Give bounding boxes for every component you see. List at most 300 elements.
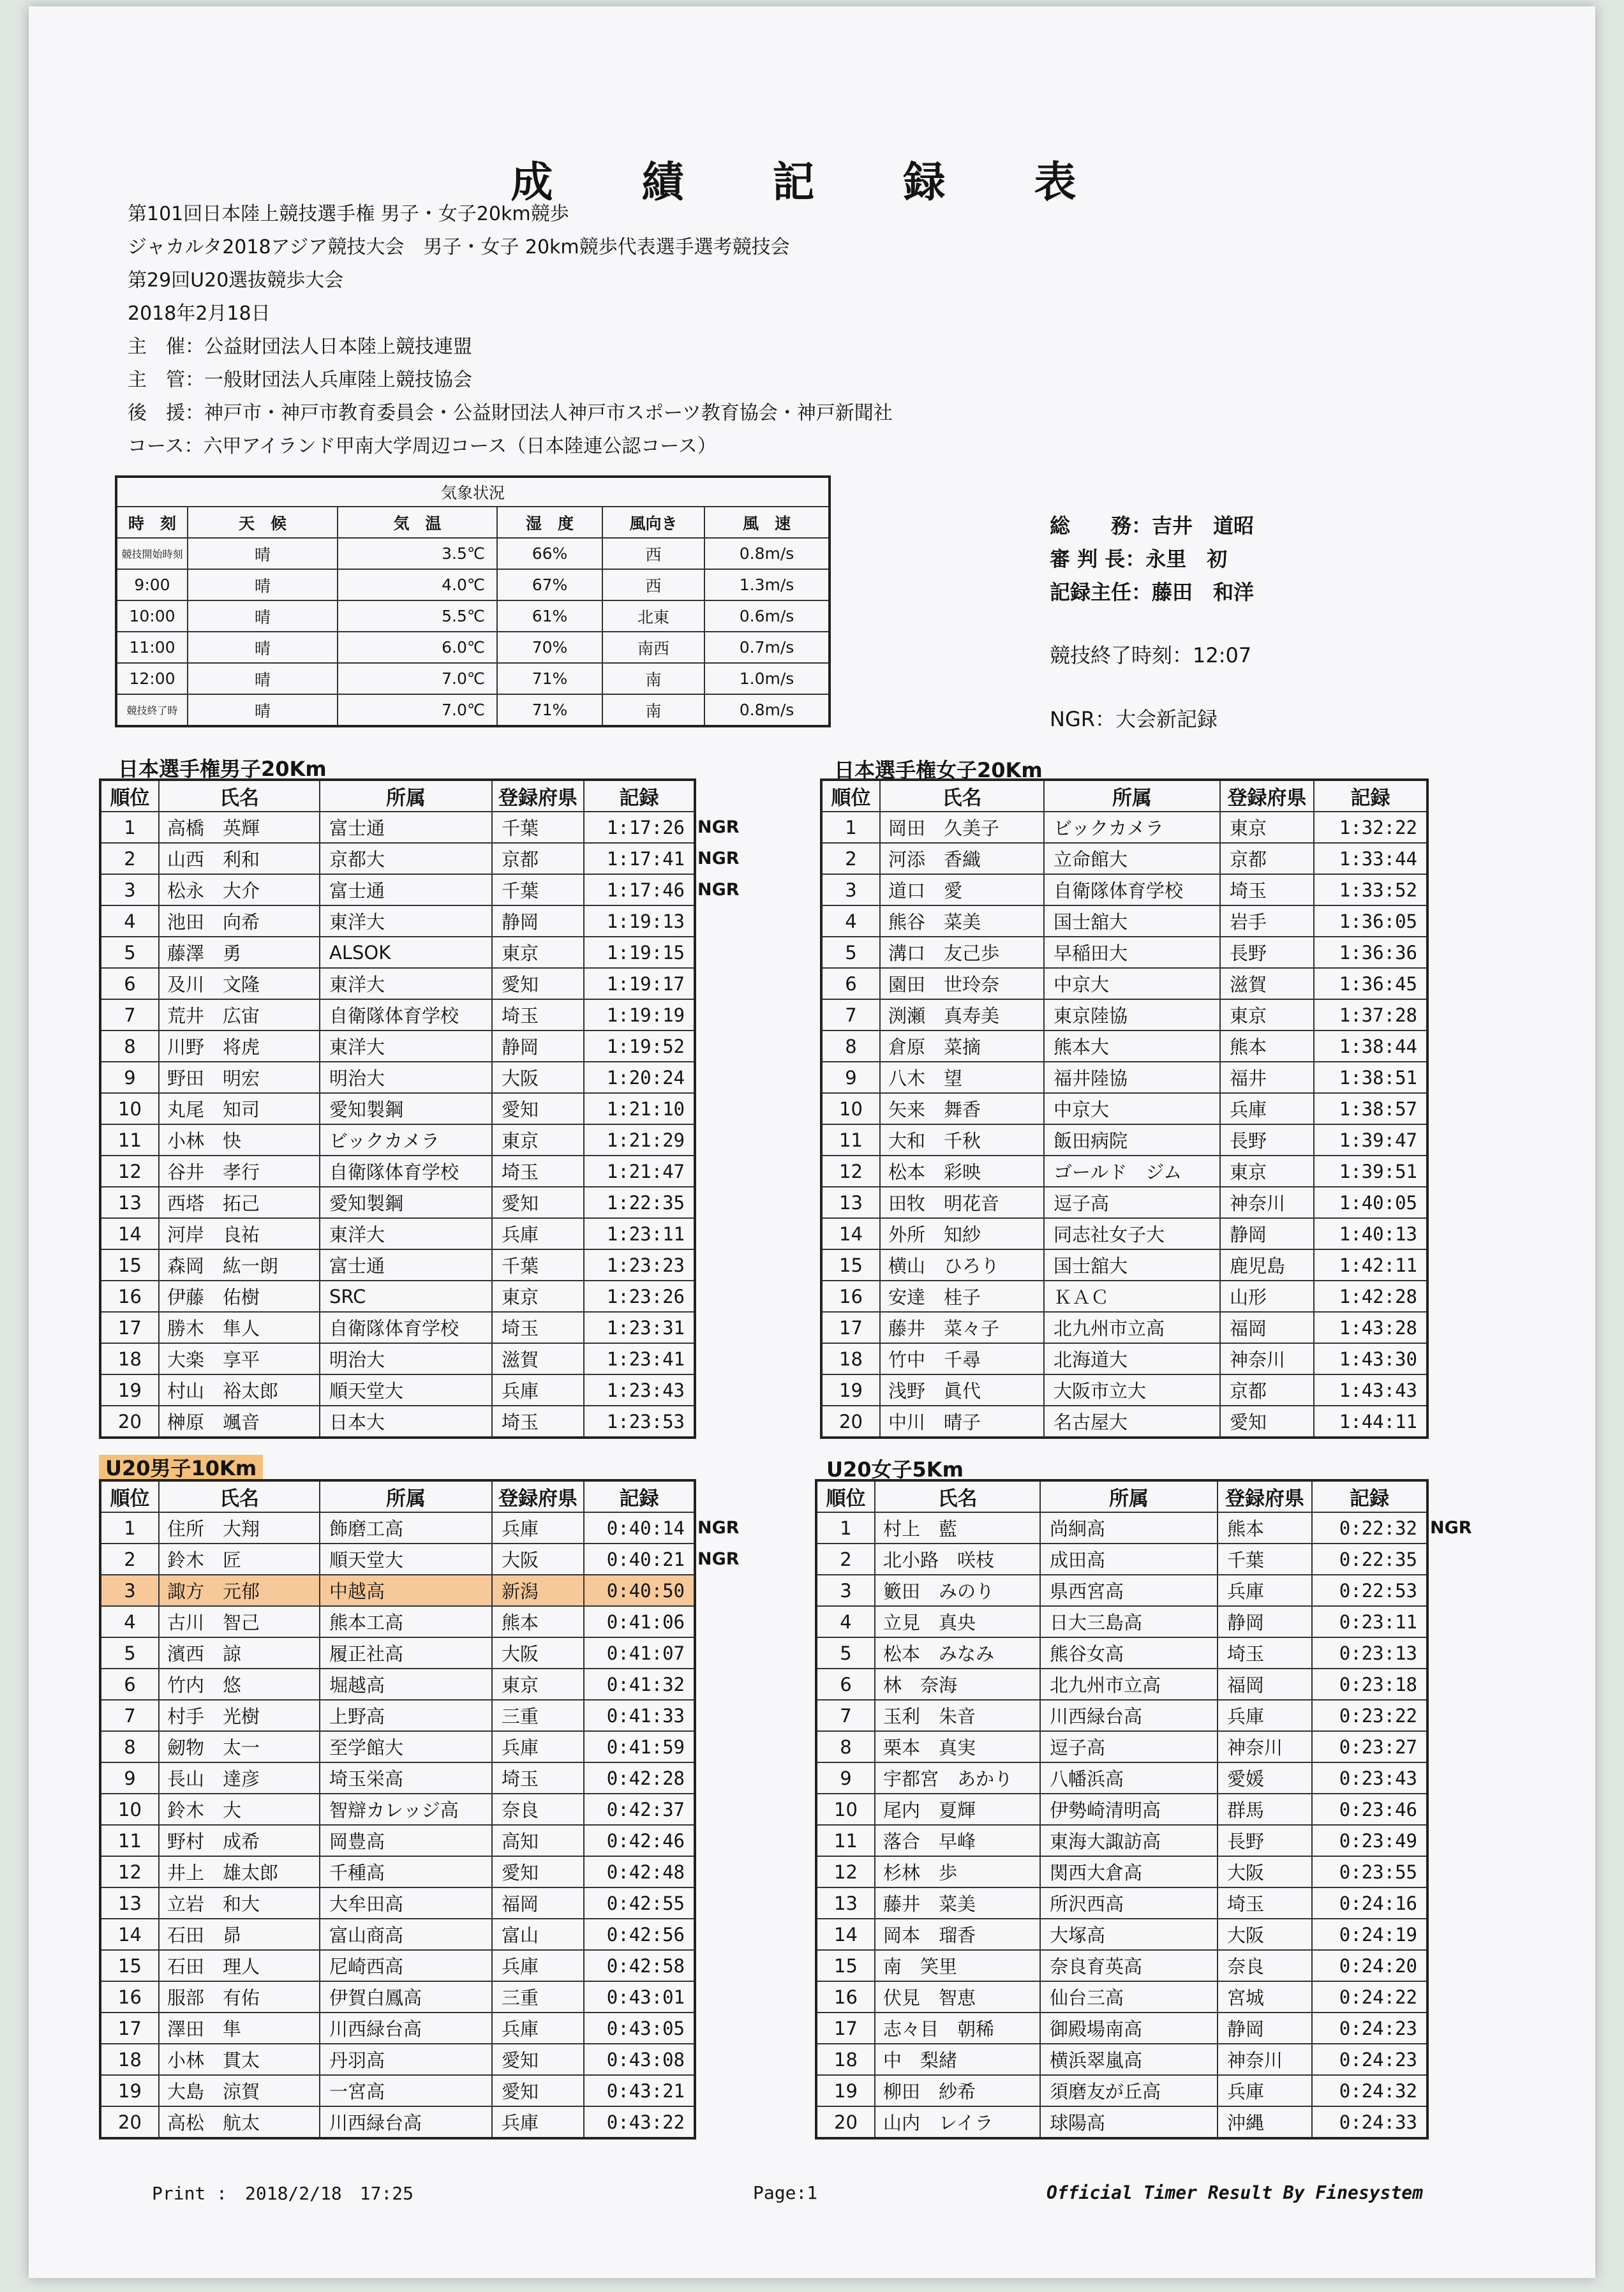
time-cell: 0:42:58 bbox=[584, 1950, 695, 1981]
affiliation-cell: SRC bbox=[320, 1281, 492, 1312]
prefecture-cell: 長野 bbox=[1218, 1825, 1312, 1856]
weather-speed: 0.7m/s bbox=[704, 632, 830, 663]
affiliation-cell: 大牟田高 bbox=[320, 1887, 492, 1919]
table-row bbox=[821, 905, 1427, 937]
weather-time: 10:00 bbox=[116, 600, 188, 632]
table-row bbox=[821, 1124, 1427, 1156]
prefecture-cell: 千葉 bbox=[1218, 1544, 1312, 1575]
affiliation-cell: 明治大 bbox=[320, 1343, 492, 1374]
time-cell: 0:40:50 bbox=[584, 1575, 695, 1606]
table-row bbox=[100, 1187, 695, 1218]
time-cell: 0:24:23 bbox=[1312, 2013, 1427, 2044]
ngr-mark: NGR bbox=[697, 1549, 740, 1569]
organizer-line: 主 催：公益財団法人日本陸上競技連盟 bbox=[128, 336, 472, 358]
prefecture-cell: 兵庫 bbox=[1218, 1700, 1312, 1731]
affiliation-cell: 県西宮高 bbox=[1040, 1575, 1218, 1606]
affiliation-cell: 立命館大 bbox=[1044, 843, 1220, 874]
weather-row bbox=[116, 694, 830, 726]
prefecture-cell: 愛知 bbox=[1220, 1406, 1314, 1438]
time-cell: 0:23:18 bbox=[1312, 1669, 1427, 1700]
prefecture-cell: 愛知 bbox=[492, 1856, 584, 1887]
name-cell: 伏見 智恵 bbox=[875, 1981, 1040, 2013]
weather-caption: 気象状況 bbox=[116, 477, 830, 507]
prefecture-cell: 愛知 bbox=[492, 2044, 584, 2075]
table-row bbox=[100, 1794, 695, 1825]
time-cell: 0:23:13 bbox=[1312, 1637, 1427, 1669]
table-row bbox=[100, 874, 695, 905]
weather-cond: 晴 bbox=[188, 538, 338, 569]
prefecture-cell: 愛知 bbox=[492, 1093, 584, 1124]
time-cell: 1:23:31 bbox=[584, 1312, 695, 1343]
prefecture-cell: 長野 bbox=[1220, 1124, 1314, 1156]
rank-cell: 10 bbox=[100, 1794, 159, 1825]
name-cell: 松本 みなみ bbox=[875, 1637, 1040, 1669]
time-cell: 1:43:30 bbox=[1314, 1343, 1427, 1374]
name-cell: 横山 ひろり bbox=[880, 1249, 1044, 1281]
u20men-table bbox=[99, 1479, 696, 2139]
time-cell: 1:23:11 bbox=[584, 1218, 695, 1249]
time-cell: 0:24:32 bbox=[1312, 2075, 1427, 2106]
table-row bbox=[816, 2013, 1427, 2044]
table-row bbox=[100, 1031, 695, 1062]
men20-table bbox=[99, 778, 696, 1439]
name-cell: 柳田 紗希 bbox=[875, 2075, 1040, 2106]
prefecture-cell: 兵庫 bbox=[492, 2013, 584, 2044]
name-cell: 山西 利和 bbox=[159, 843, 320, 874]
time-cell: 1:17:26 bbox=[584, 812, 695, 843]
prefecture-cell: 熊本 bbox=[492, 1606, 584, 1637]
rank-cell: 10 bbox=[100, 1093, 159, 1124]
prefecture-cell: 大阪 bbox=[492, 1637, 584, 1669]
prefecture-cell: 神奈川 bbox=[1218, 2044, 1312, 2075]
affiliation-cell: 川西緑台高 bbox=[320, 2013, 492, 2044]
time-cell: 1:19:13 bbox=[584, 905, 695, 937]
weather-dir: 南 bbox=[602, 694, 704, 726]
table-header-row bbox=[100, 1480, 695, 1512]
table-row bbox=[100, 1700, 695, 1731]
prefecture-cell: 東京 bbox=[492, 1281, 584, 1312]
rank-cell: 19 bbox=[100, 1374, 159, 1406]
column-header: 記録 bbox=[584, 1480, 695, 1512]
prefecture-cell: 滋賀 bbox=[492, 1343, 584, 1374]
prefecture-cell: 千葉 bbox=[492, 1249, 584, 1281]
table-row bbox=[816, 1981, 1427, 2013]
name-cell: 池田 向希 bbox=[159, 905, 320, 937]
time-cell: 1:33:44 bbox=[1314, 843, 1427, 874]
table-row bbox=[100, 2013, 695, 2044]
name-cell: 藤井 菜々子 bbox=[880, 1312, 1044, 1343]
rank-cell: 20 bbox=[100, 1406, 159, 1438]
prefecture-cell: 兵庫 bbox=[1218, 1575, 1312, 1606]
table-row bbox=[100, 843, 695, 874]
affiliation-cell: 愛知製鋼 bbox=[320, 1093, 492, 1124]
table-row bbox=[816, 2075, 1427, 2106]
prefecture-cell: 静岡 bbox=[492, 905, 584, 937]
affiliation-cell: 八幡浜高 bbox=[1040, 1762, 1218, 1794]
affiliation-cell: 丹羽高 bbox=[320, 2044, 492, 2075]
rank-cell: 3 bbox=[816, 1575, 875, 1606]
table-row bbox=[100, 1919, 695, 1950]
name-cell: 丸尾 知司 bbox=[159, 1093, 320, 1124]
rank-cell: 18 bbox=[821, 1343, 880, 1374]
time-cell: 1:23:26 bbox=[584, 1281, 695, 1312]
time-cell: 1:39:51 bbox=[1314, 1156, 1427, 1187]
prefecture-cell: 東京 bbox=[492, 1124, 584, 1156]
time-cell: 0:42:55 bbox=[584, 1887, 695, 1919]
name-cell: 榊原 颯音 bbox=[159, 1406, 320, 1438]
affiliation-cell: 明治大 bbox=[320, 1062, 492, 1093]
table-row bbox=[100, 1124, 695, 1156]
affiliation-cell: 富士通 bbox=[320, 874, 492, 905]
weather-table bbox=[115, 475, 831, 727]
rank-cell: 7 bbox=[816, 1700, 875, 1731]
table-row bbox=[100, 1762, 695, 1794]
table-row bbox=[821, 968, 1427, 999]
rank-cell: 20 bbox=[816, 2106, 875, 2138]
table-header-row bbox=[100, 780, 695, 812]
column-header: 所属 bbox=[320, 1480, 492, 1512]
affiliation-cell: 国士舘大 bbox=[1044, 1249, 1220, 1281]
name-cell: 南 笑里 bbox=[875, 1950, 1040, 1981]
prefecture-cell: 宮城 bbox=[1218, 1981, 1312, 2013]
rank-cell: 14 bbox=[100, 1919, 159, 1950]
rank-cell: 5 bbox=[100, 1637, 159, 1669]
name-cell: 玉利 朱音 bbox=[875, 1700, 1040, 1731]
rank-cell: 9 bbox=[100, 1762, 159, 1794]
prefecture-cell: 兵庫 bbox=[492, 1512, 584, 1544]
affiliation-cell: 東洋大 bbox=[320, 905, 492, 937]
table-row bbox=[821, 1218, 1427, 1249]
affiliation-cell: 尚絅高 bbox=[1040, 1512, 1218, 1544]
column-header: 順位 bbox=[816, 1480, 875, 1512]
table-row bbox=[821, 1249, 1427, 1281]
time-cell: 0:23:49 bbox=[1312, 1825, 1427, 1856]
name-cell: 劒物 太一 bbox=[159, 1731, 320, 1762]
event-date: 2018年2月18日 bbox=[128, 302, 271, 325]
table-row bbox=[816, 2044, 1427, 2075]
prefecture-cell: 埼玉 bbox=[492, 999, 584, 1031]
rank-cell: 15 bbox=[821, 1249, 880, 1281]
name-cell: 中川 晴子 bbox=[880, 1406, 1044, 1438]
rank-cell: 12 bbox=[100, 1856, 159, 1887]
affiliation-cell: 埼玉栄高 bbox=[320, 1762, 492, 1794]
prefecture-cell: 大阪 bbox=[492, 1544, 584, 1575]
table-row bbox=[100, 1887, 695, 1919]
prefecture-cell: 東京 bbox=[492, 1669, 584, 1700]
table-row bbox=[821, 1031, 1427, 1062]
prefecture-cell: 千葉 bbox=[492, 812, 584, 843]
column-header: 氏名 bbox=[159, 780, 320, 812]
prefecture-cell: 三重 bbox=[492, 1700, 584, 1731]
table-row bbox=[100, 968, 695, 999]
rank-cell: 15 bbox=[100, 1950, 159, 1981]
time-cell: 0:24:23 bbox=[1312, 2044, 1427, 2075]
name-cell: 竹内 悠 bbox=[159, 1669, 320, 1700]
table-row bbox=[100, 1825, 695, 1856]
affiliation-cell: 順天堂大 bbox=[320, 1374, 492, 1406]
prefecture-cell: 京都 bbox=[1220, 843, 1314, 874]
time-cell: 1:37:28 bbox=[1314, 999, 1427, 1031]
rank-cell: 9 bbox=[100, 1062, 159, 1093]
weather-time: 9:00 bbox=[116, 569, 188, 600]
men20-title: 日本選手権男子20Km bbox=[118, 757, 327, 781]
time-cell: 1:38:51 bbox=[1314, 1062, 1427, 1093]
weather-time: 11:00 bbox=[116, 632, 188, 663]
weather-row bbox=[116, 600, 830, 632]
name-cell: 落合 早峰 bbox=[875, 1825, 1040, 1856]
name-cell: 野村 成希 bbox=[159, 1825, 320, 1856]
table-row bbox=[821, 1062, 1427, 1093]
time-cell: 1:23:41 bbox=[584, 1343, 695, 1374]
table-row bbox=[821, 1406, 1427, 1438]
weather-dir: 南 bbox=[602, 663, 704, 694]
affiliation-cell: 伊勢崎清明高 bbox=[1040, 1794, 1218, 1825]
table-row bbox=[100, 2106, 695, 2138]
table-header-row bbox=[821, 780, 1427, 812]
prefecture-cell: 三重 bbox=[492, 1981, 584, 2013]
time-cell: 1:42:28 bbox=[1314, 1281, 1427, 1312]
affiliation-cell: ＫＡＣ bbox=[1044, 1281, 1220, 1312]
u20women-table bbox=[815, 1479, 1429, 2139]
prefecture-cell: 福井 bbox=[1220, 1062, 1314, 1093]
time-cell: 0:24:22 bbox=[1312, 1981, 1427, 2013]
weather-cond: 晴 bbox=[188, 632, 338, 663]
prefecture-cell: 大阪 bbox=[492, 1062, 584, 1093]
name-cell: 竹中 千尋 bbox=[880, 1343, 1044, 1374]
time-cell: 1:33:52 bbox=[1314, 874, 1427, 905]
weather-row bbox=[116, 663, 830, 694]
table-row bbox=[816, 1762, 1427, 1794]
time-cell: 0:42:37 bbox=[584, 1794, 695, 1825]
table-row bbox=[816, 1700, 1427, 1731]
rank-cell: 13 bbox=[816, 1887, 875, 1919]
table-row bbox=[821, 999, 1427, 1031]
rank-cell: 11 bbox=[100, 1124, 159, 1156]
prefecture-cell: 埼玉 bbox=[492, 1762, 584, 1794]
name-cell: 藤澤 勇 bbox=[159, 937, 320, 968]
rank-cell: 11 bbox=[100, 1825, 159, 1856]
affiliation-cell: 大阪市立大 bbox=[1044, 1374, 1220, 1406]
table-row bbox=[100, 1606, 695, 1637]
page-title: 成 績 記 録 表 bbox=[510, 158, 1114, 207]
name-cell: 谷井 孝行 bbox=[159, 1156, 320, 1187]
rank-cell: 2 bbox=[100, 843, 159, 874]
course-line: コース：六甲アイランド甲南大学周辺コース（日本陸連公認コース） bbox=[128, 435, 717, 458]
name-cell: 溝口 友己歩 bbox=[880, 937, 1044, 968]
prefecture-cell: 岩手 bbox=[1220, 905, 1314, 937]
prefecture-cell: 富山 bbox=[492, 1919, 584, 1950]
time-cell: 0:42:56 bbox=[584, 1919, 695, 1950]
weather-time: 12:00 bbox=[116, 663, 188, 694]
rank-cell: 18 bbox=[816, 2044, 875, 2075]
rank-cell: 2 bbox=[821, 843, 880, 874]
weather-cond: 晴 bbox=[188, 663, 338, 694]
affiliation-cell: ビックカメラ bbox=[1044, 812, 1220, 843]
column-header: 登録府県 bbox=[492, 1480, 584, 1512]
name-cell: 栗本 真実 bbox=[875, 1731, 1040, 1762]
affiliation-cell: 一宮高 bbox=[320, 2075, 492, 2106]
rank-cell: 6 bbox=[100, 1669, 159, 1700]
rank-cell: 1 bbox=[100, 812, 159, 843]
rank-cell: 16 bbox=[816, 1981, 875, 2013]
time-cell: 1:36:36 bbox=[1314, 937, 1427, 968]
column-header: 記録 bbox=[1312, 1480, 1427, 1512]
rank-cell: 14 bbox=[100, 1218, 159, 1249]
weather-cond: 晴 bbox=[188, 694, 338, 726]
name-cell: 住所 大翔 bbox=[159, 1512, 320, 1544]
column-header: 登録府県 bbox=[492, 780, 584, 812]
prefecture-cell: 東京 bbox=[1220, 999, 1314, 1031]
table-row bbox=[816, 1669, 1427, 1700]
affiliation-cell: 日大三島高 bbox=[1040, 1606, 1218, 1637]
name-cell: 松本 彩映 bbox=[880, 1156, 1044, 1187]
prefecture-cell: 兵庫 bbox=[492, 1218, 584, 1249]
table-row bbox=[816, 2106, 1427, 2138]
name-cell: 大島 涼賀 bbox=[159, 2075, 320, 2106]
table-row bbox=[821, 937, 1427, 968]
name-cell: 熊谷 菜美 bbox=[880, 905, 1044, 937]
name-cell: 松永 大介 bbox=[159, 874, 320, 905]
affiliation-cell: 早稲田大 bbox=[1044, 937, 1220, 968]
time-cell: 1:19:52 bbox=[584, 1031, 695, 1062]
rank-cell: 18 bbox=[100, 2044, 159, 2075]
prefecture-cell: 神奈川 bbox=[1220, 1187, 1314, 1218]
women20-table bbox=[820, 778, 1429, 1439]
table-row bbox=[100, 1281, 695, 1312]
prefecture-cell: 埼玉 bbox=[1220, 874, 1314, 905]
name-cell: 志々目 朝稀 bbox=[875, 2013, 1040, 2044]
prefecture-cell: 東京 bbox=[1220, 1156, 1314, 1187]
affiliation-cell: 尼崎西高 bbox=[320, 1950, 492, 1981]
affiliation-cell: 堀越高 bbox=[320, 1669, 492, 1700]
time-cell: 0:42:46 bbox=[584, 1825, 695, 1856]
rank-cell: 2 bbox=[100, 1544, 159, 1575]
rank-cell: 7 bbox=[821, 999, 880, 1031]
affiliation-cell: 飾磨工高 bbox=[320, 1512, 492, 1544]
time-cell: 0:43:08 bbox=[584, 2044, 695, 2075]
affiliation-cell: 北九州市立高 bbox=[1040, 1669, 1218, 1700]
ngr-mark: NGR bbox=[697, 880, 740, 900]
prefecture-cell: 鹿児島 bbox=[1220, 1249, 1314, 1281]
rank-cell: 12 bbox=[816, 1856, 875, 1887]
rank-cell: 15 bbox=[100, 1249, 159, 1281]
weather-temp: 7.0℃ bbox=[338, 694, 497, 726]
affiliation-cell: 所沢西高 bbox=[1040, 1887, 1218, 1919]
prefecture-cell: 愛知 bbox=[492, 968, 584, 999]
rank-cell: 20 bbox=[821, 1406, 880, 1438]
prefecture-cell: 愛知 bbox=[492, 1187, 584, 1218]
rank-cell: 4 bbox=[100, 1606, 159, 1637]
weather-speed: 0.8m/s bbox=[704, 694, 830, 726]
table-row bbox=[816, 1637, 1427, 1669]
time-cell: 0:23:27 bbox=[1312, 1731, 1427, 1762]
prefecture-cell: 神奈川 bbox=[1220, 1343, 1314, 1374]
weather-time: 競技開始時刻 bbox=[116, 538, 188, 569]
weather-temp: 4.0℃ bbox=[338, 569, 497, 600]
rank-cell: 15 bbox=[816, 1950, 875, 1981]
time-cell: 1:19:17 bbox=[584, 968, 695, 999]
ngr-mark: NGR bbox=[1430, 1518, 1472, 1538]
name-cell: 田牧 明花音 bbox=[880, 1187, 1044, 1218]
rank-cell: 9 bbox=[821, 1062, 880, 1093]
rank-cell: 7 bbox=[100, 1700, 159, 1731]
affiliation-cell: 中越高 bbox=[320, 1575, 492, 1606]
name-cell: 北小路 咲枝 bbox=[875, 1544, 1040, 1575]
ngr-note: NGR：大会新記録 bbox=[1050, 707, 1218, 731]
weather-cond: 晴 bbox=[188, 600, 338, 632]
prefecture-cell: 福岡 bbox=[492, 1887, 584, 1919]
prefecture-cell: 兵庫 bbox=[1220, 1093, 1314, 1124]
event-u20-line: 第29回U20選抜競歩大会 bbox=[128, 269, 344, 292]
affiliation-cell: ビックカメラ bbox=[320, 1124, 492, 1156]
weather-temp: 3.5℃ bbox=[338, 538, 497, 569]
name-cell: 伊藤 佑樹 bbox=[159, 1281, 320, 1312]
name-cell: 勝木 隼人 bbox=[159, 1312, 320, 1343]
prefecture-cell: 福岡 bbox=[1218, 1669, 1312, 1700]
sponsor-line: 後 援：神戸市・神戸市教育委員会・公益財団法人神戸市スポーツ教育協会・神戸新聞社 bbox=[128, 402, 893, 424]
time-cell: 0:42:28 bbox=[584, 1762, 695, 1794]
affiliation-cell: 愛知製鋼 bbox=[320, 1187, 492, 1218]
name-cell: 山内 レイラ bbox=[875, 2106, 1040, 2138]
weather-row bbox=[116, 632, 830, 663]
time-cell: 1:19:15 bbox=[584, 937, 695, 968]
name-cell: 尾内 夏輝 bbox=[875, 1794, 1040, 1825]
affiliation-cell: 自衛隊体育学校 bbox=[320, 1312, 492, 1343]
prefecture-cell: 山形 bbox=[1220, 1281, 1314, 1312]
prefecture-cell: 静岡 bbox=[492, 1031, 584, 1062]
name-cell: 籔田 みのり bbox=[875, 1575, 1040, 1606]
weather-row bbox=[116, 569, 830, 600]
table-row bbox=[816, 1919, 1427, 1950]
weather-cond: 晴 bbox=[188, 569, 338, 600]
prefecture-cell: 兵庫 bbox=[492, 1731, 584, 1762]
column-header: 氏名 bbox=[159, 1480, 320, 1512]
time-cell: 1:23:53 bbox=[584, 1406, 695, 1438]
affiliation-cell: 川西緑台高 bbox=[1040, 1700, 1218, 1731]
name-cell: 立岩 和大 bbox=[159, 1887, 320, 1919]
u20women-title: U20女子5Km bbox=[826, 1457, 964, 1482]
name-cell: 立見 真央 bbox=[875, 1606, 1040, 1637]
name-cell: 渕瀬 真寿美 bbox=[880, 999, 1044, 1031]
time-cell: 0:43:01 bbox=[584, 1981, 695, 2013]
affiliation-cell: 富士通 bbox=[320, 812, 492, 843]
rank-cell: 6 bbox=[100, 968, 159, 999]
rank-cell: 18 bbox=[100, 1343, 159, 1374]
name-cell: 鈴木 匠 bbox=[159, 1544, 320, 1575]
table-row bbox=[100, 1544, 695, 1575]
table-row bbox=[821, 1093, 1427, 1124]
rank-cell: 12 bbox=[821, 1156, 880, 1187]
name-cell: 森岡 紘一朗 bbox=[159, 1249, 320, 1281]
time-cell: 0:22:35 bbox=[1312, 1544, 1427, 1575]
prefecture-cell: 熊本 bbox=[1218, 1512, 1312, 1544]
name-cell: 河添 香織 bbox=[880, 843, 1044, 874]
weather-temp: 6.0℃ bbox=[338, 632, 497, 663]
rank-cell: 11 bbox=[816, 1825, 875, 1856]
table-row bbox=[100, 1312, 695, 1343]
name-cell: 荒井 広宙 bbox=[159, 999, 320, 1031]
women20-title: 日本選手権女子20Km bbox=[834, 758, 1043, 782]
affiliation-cell: 千種高 bbox=[320, 1856, 492, 1887]
time-cell: 1:22:35 bbox=[584, 1187, 695, 1218]
prefecture-cell: 新潟 bbox=[492, 1575, 584, 1606]
prefecture-cell: 埼玉 bbox=[492, 1156, 584, 1187]
weather-hum: 66% bbox=[497, 538, 602, 569]
table-row bbox=[816, 1950, 1427, 1981]
prefecture-cell: 大阪 bbox=[1218, 1919, 1312, 1950]
name-cell: 大和 千秋 bbox=[880, 1124, 1044, 1156]
name-cell: 岡本 瑠香 bbox=[875, 1919, 1040, 1950]
